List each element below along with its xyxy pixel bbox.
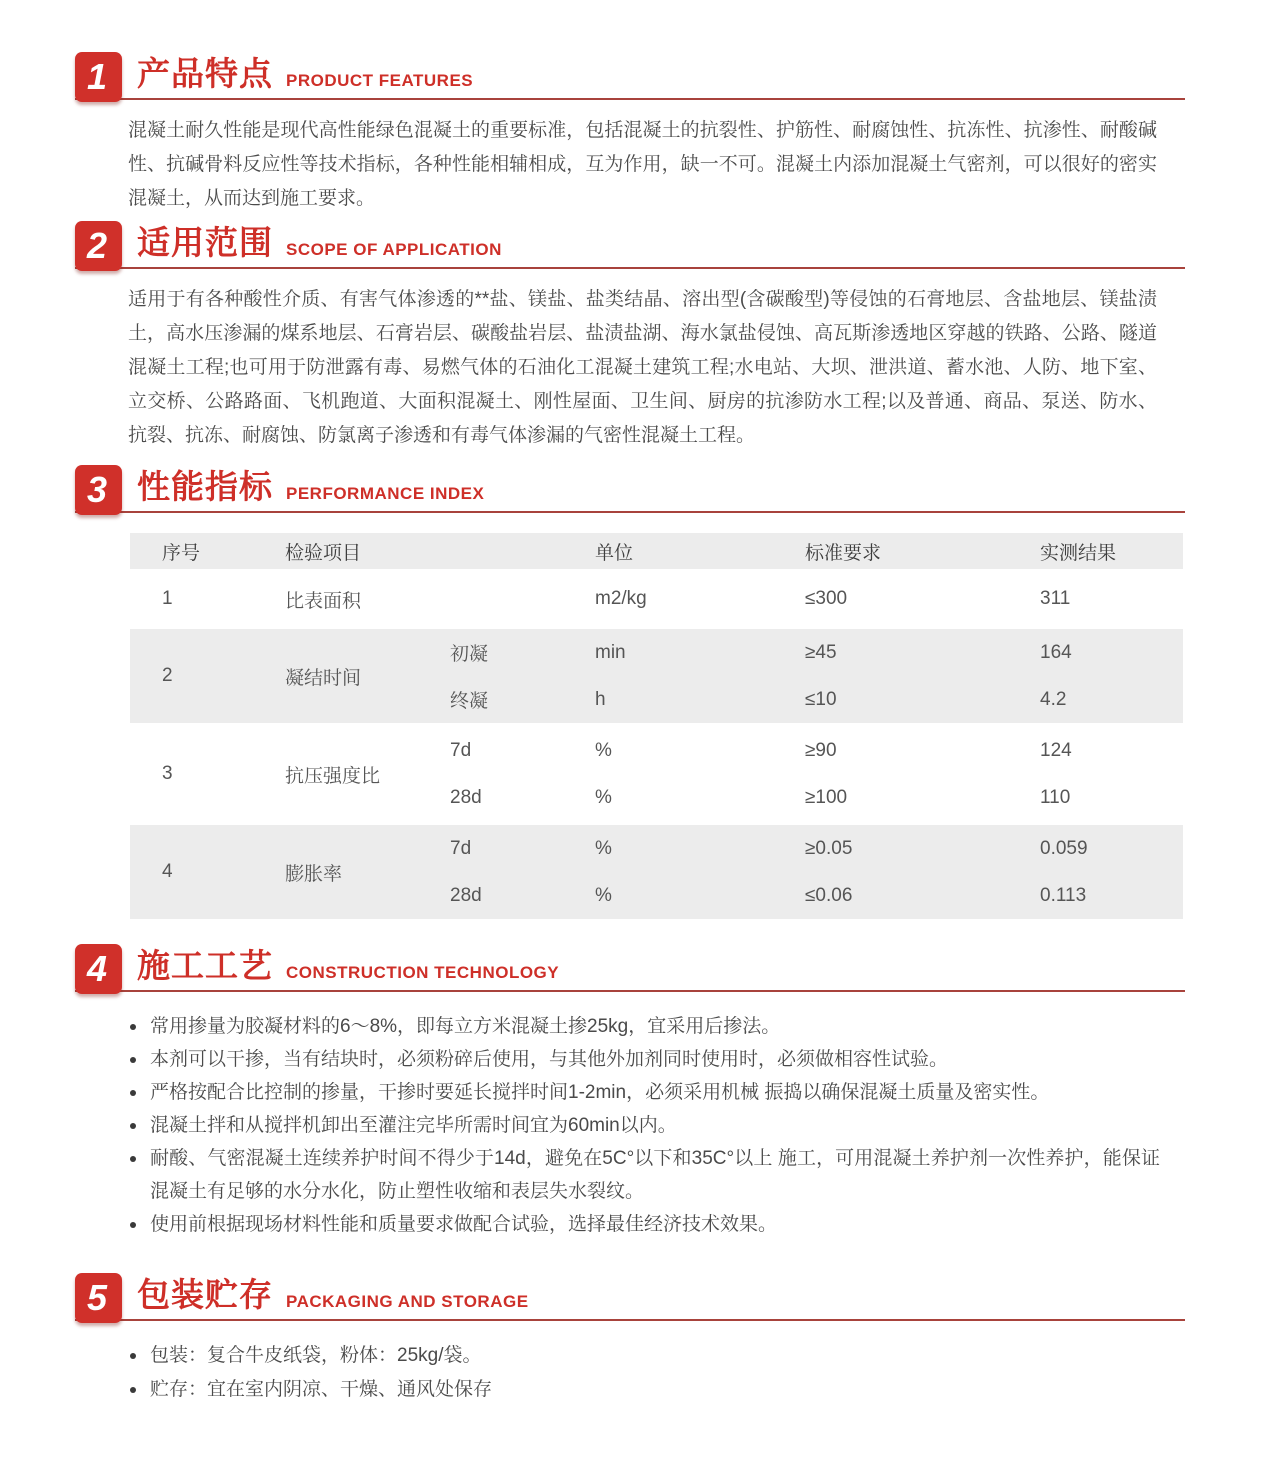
section-3-subtitle: PERFORMANCE INDEX [286, 484, 485, 503]
list-item-text: 严格按配合比控制的掺量，干掺时要延长搅拌时间1-2min，必须采用机械 振捣以确保混凝土质量及密实性。 [150, 1082, 1050, 1103]
table-row [130, 573, 1183, 625]
section-1-subtitle: PRODUCT FEATURES [286, 71, 474, 90]
col-header-unit: 单位 [595, 542, 634, 564]
list-item [128, 1339, 1160, 1373]
col-header-sub [450, 533, 595, 569]
list-item-text: 常用掺量为胶凝材料的6～8%，即每立方米混凝土掺25kg，宜采用后掺法。 [150, 1016, 781, 1037]
cell-no: 1 [162, 588, 173, 609]
section-5-title: 包装贮存 [137, 1276, 273, 1313]
cell-item: 比表面积 [285, 590, 362, 612]
bullet-dot-icon [128, 1339, 150, 1373]
table-row [130, 825, 1183, 919]
cell-std: ≥45 [805, 641, 837, 663]
cell-unit: min [595, 641, 626, 663]
section-number: 4 [86, 948, 108, 989]
section-2-number-badge [75, 221, 122, 271]
section-3-header [75, 465, 1185, 513]
section-4-header [75, 944, 1185, 992]
cell-result: 4.2 [1040, 688, 1067, 710]
cell-sub: 28d [450, 884, 482, 906]
list-item-text: 使用前根据现场材料性能和质量要求做配合试验，选择最佳经济技术效果。 [150, 1214, 778, 1235]
section-number: 5 [86, 1277, 108, 1318]
cell-unit: % [595, 739, 612, 761]
cell-result: 0.059 [1040, 837, 1088, 859]
section-1-number-badge [75, 52, 122, 102]
section-number: 1 [86, 56, 108, 97]
cell-std: ≥0.05 [805, 837, 853, 859]
cell-std: ≥90 [805, 739, 837, 761]
section-4-title: 施工工艺 [137, 947, 273, 984]
table-row [130, 727, 1183, 821]
bullet-dot-icon [128, 1076, 150, 1109]
cell-std: ≤300 [805, 588, 848, 609]
section-1-body: 混凝土耐久性能是现代高性能绿色混凝土的重要标准，包括混凝土的抗裂性、护筋性、耐腐蚀性、抗冻性、抗渗性、耐酸碱性、抗碱骨料反应性等技术指标，各种性能相辅相成，互为作用，缺一不可。混凝土内添加混凝土气密剂，可以很好的密实混凝土，从而达到施工要求。 [128, 120, 1157, 209]
bullet-dot-icon [128, 1010, 150, 1043]
cell-sub: 28d [450, 786, 482, 808]
list-item-text: 贮存：宜在室内阴凉、干燥、通风处保存 [150, 1379, 493, 1400]
cell-unit: % [595, 884, 612, 906]
col-header-std: 标准要求 [805, 542, 882, 564]
cell-item: 凝结时间 [285, 667, 362, 689]
section-1-title: 产品特点 [137, 55, 273, 92]
cell-no: 4 [162, 861, 173, 882]
section-2-body: 适用于有各种酸性介质、有害气体渗透的**盐、镁盐、盐类结晶、溶出型(含碳酸型)等侵蚀的石膏地层、含盐地层、镁盐渍土，高水压渗漏的煤系地层、石膏岩层、碳酸盐岩层、盐渍盐湖、海水氯盐侵蚀、高瓦斯渗透地区穿越的铁路、公路、隧道混凝土工程;也可用于防泄露有毒、易燃气体的石油化工混凝土建筑工程;水电站、大坝、泄洪道、蓄水池、人防、地下室、立交桥、公路路面、飞机跑道、大面积混凝土、刚性屋面、卫生间、厨房的抗渗防水工程;以及普通、商品、泵送、防水、抗裂、抗冻、耐腐蚀、防氯离子渗透和有毒气体渗漏的气密性混凝土工程。 [128, 289, 1157, 446]
section-5-header [75, 1273, 1185, 1321]
col-header-result: 实测结果 [1040, 542, 1117, 564]
section-number: 3 [86, 469, 108, 510]
cell-unit: % [595, 786, 612, 808]
bullet-dot-icon [128, 1208, 150, 1241]
list-item [128, 1373, 1160, 1407]
section-2-header [75, 221, 1185, 269]
table-row [130, 629, 1183, 723]
col-header-item: 检验项目 [285, 542, 362, 564]
cell-no: 2 [162, 665, 173, 686]
list-item [128, 1109, 1160, 1142]
cell-unit: % [595, 837, 612, 859]
cell-no: 3 [162, 763, 173, 784]
cell-std: ≤10 [805, 688, 837, 710]
list-item [128, 1208, 1160, 1241]
list-item-text: 耐酸、气密混凝土连续养护时间不得少于14d，避免在5C°以下和35C°以上 施工，可用混凝土养护剂一次性养护，能保证混凝土有足够的水分水化，防止塑性收缩和表层失水裂纹。 [150, 1148, 1160, 1202]
cell-result: 311 [1040, 588, 1071, 609]
cell-result: 0.113 [1040, 884, 1087, 906]
section-2-title: 适用范围 [137, 224, 273, 261]
section-2-subtitle: SCOPE OF APPLICATION [286, 240, 502, 259]
section-number: 2 [86, 225, 108, 266]
cell-unit: h [595, 688, 606, 710]
cell-std: ≥100 [805, 786, 848, 808]
bullet-dot-icon [128, 1142, 150, 1208]
section-3-number-badge [75, 465, 122, 515]
cell-result: 110 [1040, 786, 1071, 808]
bullet-dot-icon [128, 1043, 150, 1076]
section-4-subtitle: CONSTRUCTION TECHNOLOGY [286, 963, 560, 982]
cell-sub [450, 573, 595, 625]
construction-bullet-list [128, 1010, 1160, 1241]
list-item [128, 1142, 1160, 1208]
list-item-text: 混凝土拌和从搅拌机卸出至灌注完毕所需时间宜为60min以内。 [150, 1115, 677, 1136]
section-4-number-badge [75, 944, 122, 994]
list-item [128, 1010, 1160, 1043]
section-5-number-badge [75, 1273, 122, 1323]
cell-sub: 终凝 [450, 691, 489, 712]
section-5-subtitle: PACKAGING AND STORAGE [286, 1292, 529, 1311]
cell-unit: m2/kg [595, 588, 647, 609]
bullet-dot-icon [128, 1373, 150, 1407]
cell-result: 124 [1040, 739, 1072, 761]
col-header-no: 序号 [162, 542, 201, 564]
section-3-title: 性能指标 [137, 468, 273, 505]
list-item-text: 本剂可以干掺，当有结块时，必须粉碎后使用，与其他外加剂同时使用时，必须做相容性试验。 [150, 1049, 949, 1070]
section-1-header [75, 52, 1185, 100]
cell-item: 膨胀率 [285, 863, 343, 885]
cell-sub: 7d [450, 837, 472, 859]
cell-sub: 初凝 [450, 644, 489, 665]
cell-result: 164 [1040, 641, 1072, 663]
bullet-dot-icon [128, 1109, 150, 1142]
list-item [128, 1076, 1160, 1109]
table-header-row [130, 533, 1183, 569]
list-item [128, 1043, 1160, 1076]
cell-sub: 7d [450, 739, 472, 761]
performance-index-table [130, 533, 1183, 919]
cell-std: ≤0.06 [805, 884, 853, 906]
list-item-text: 包装：复合牛皮纸袋，粉体：25kg/袋。 [150, 1345, 482, 1366]
cell-item: 抗压强度比 [285, 765, 381, 787]
packaging-bullet-list [128, 1339, 1160, 1407]
